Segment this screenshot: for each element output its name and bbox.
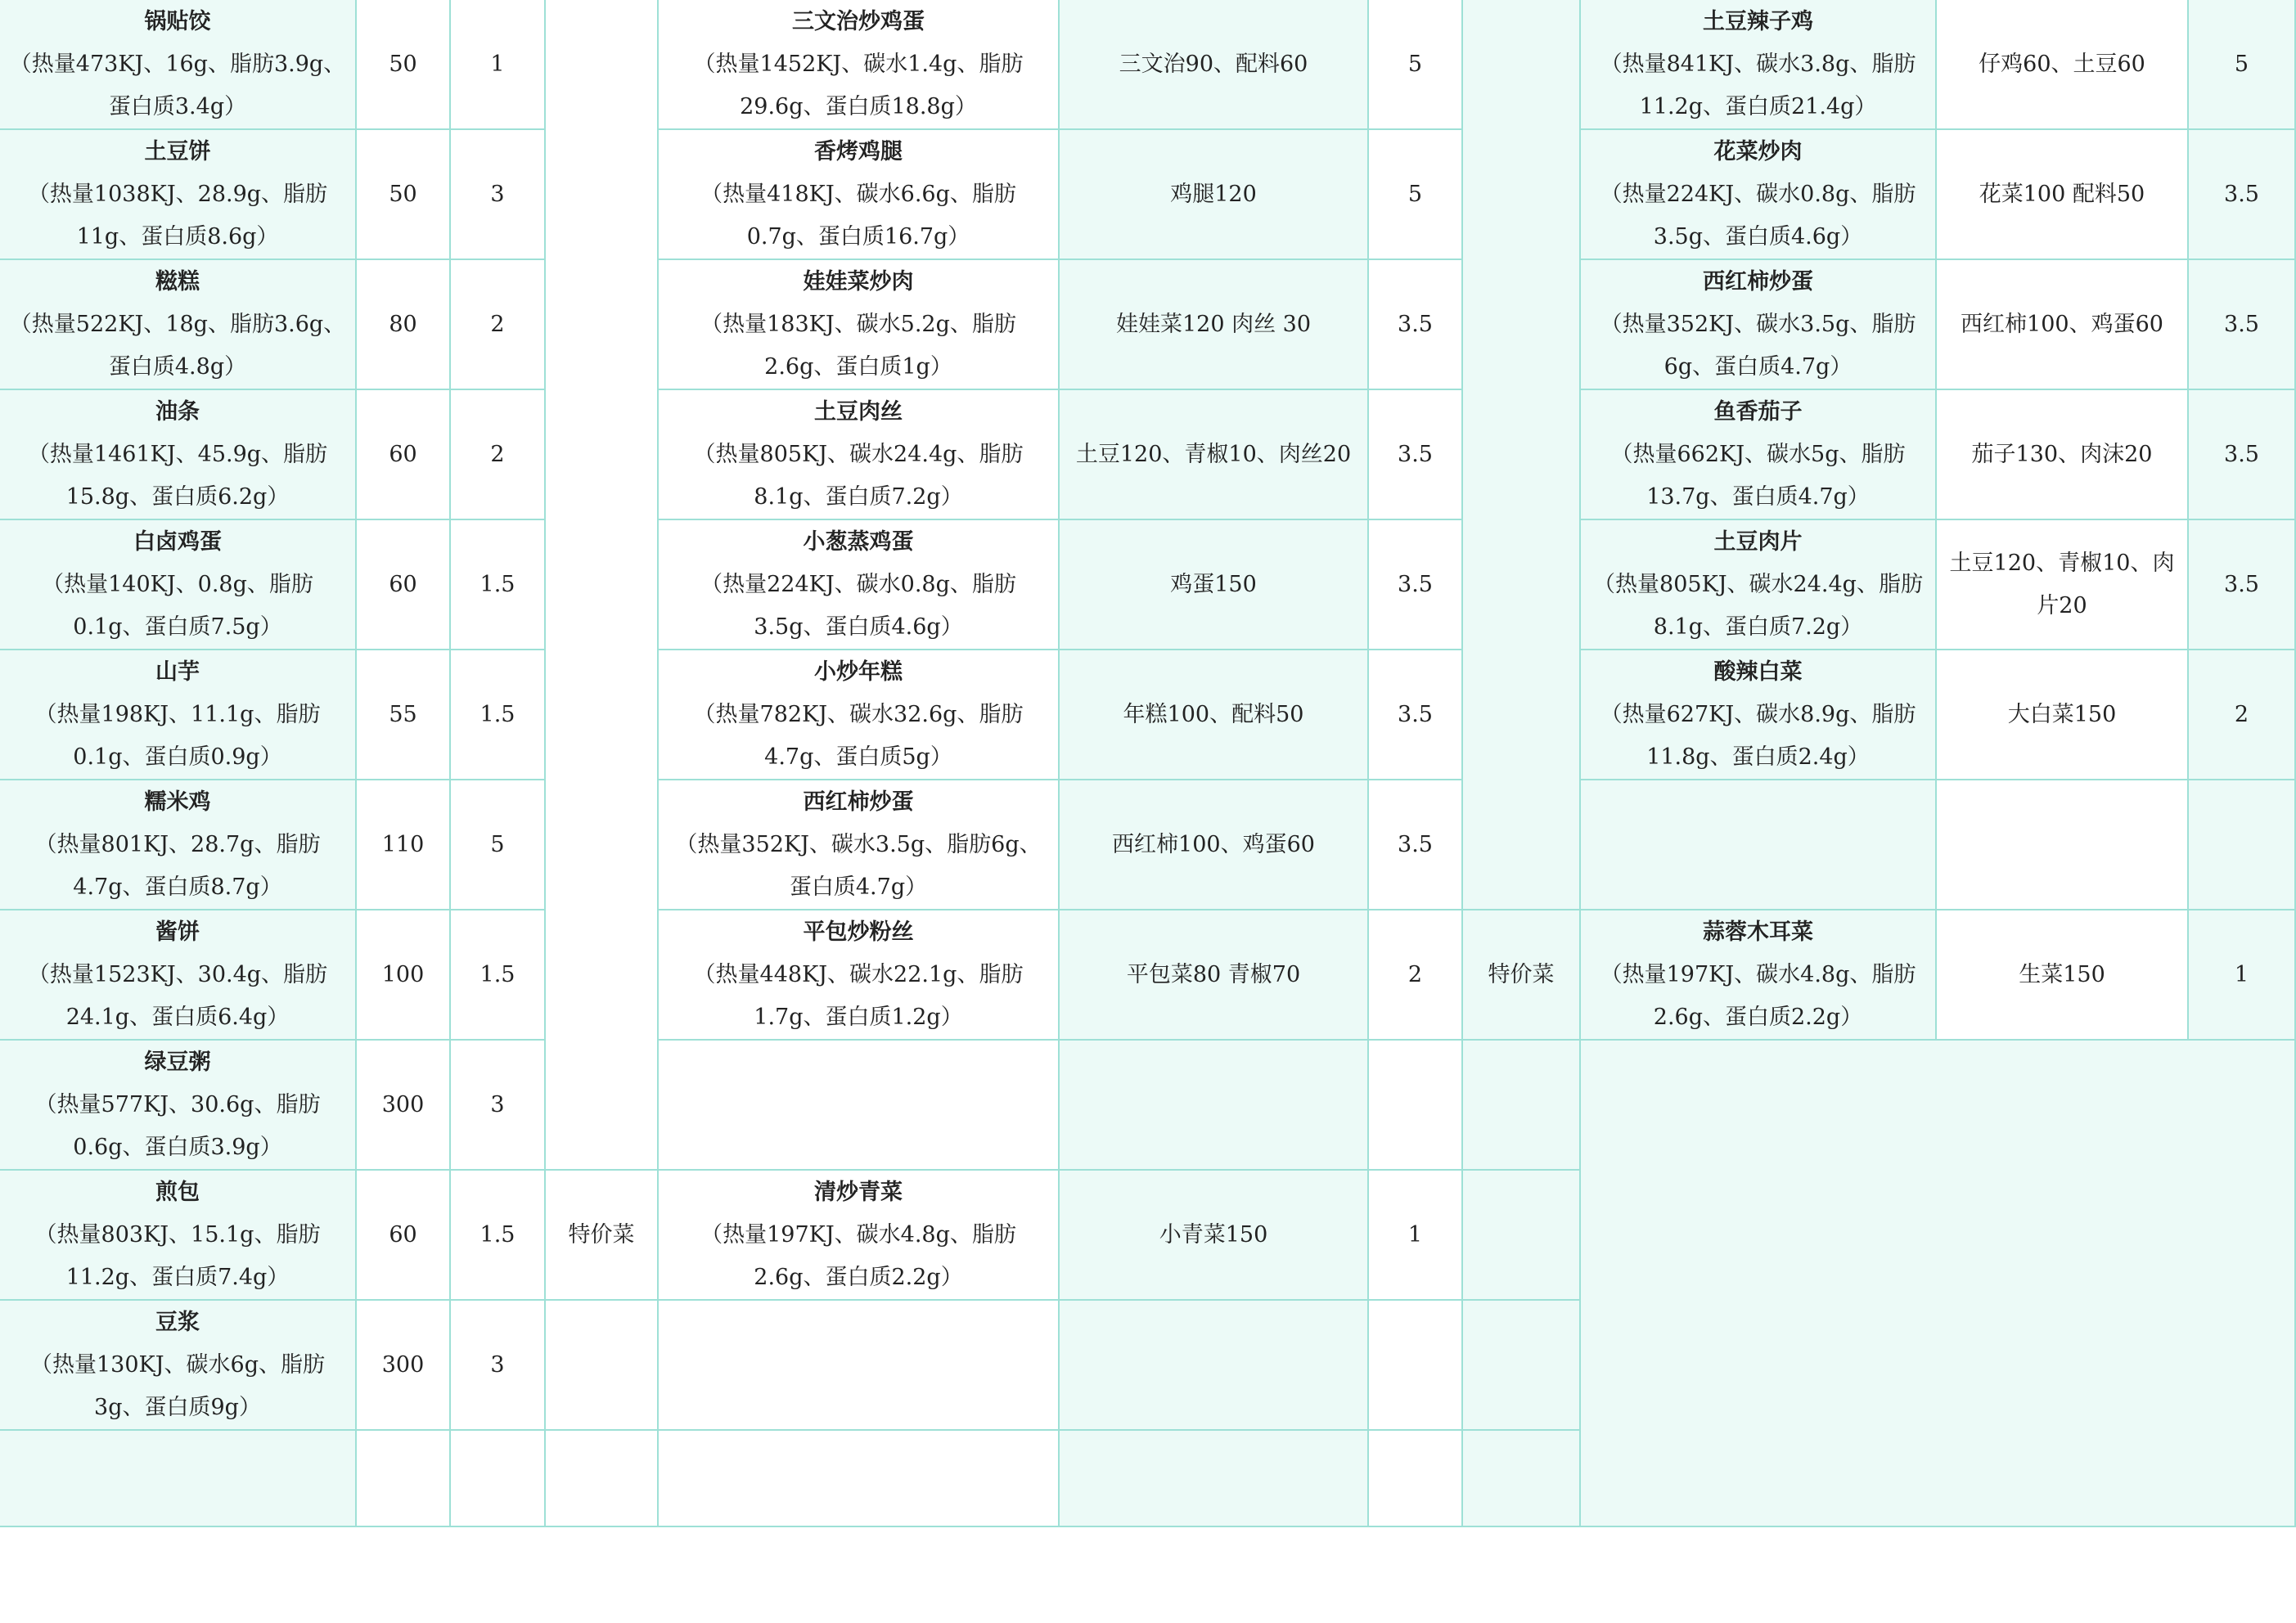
- dish-name: 土豆肉丝: [814, 398, 903, 425]
- empty-cell: [1463, 1431, 1581, 1527]
- dish-nutrition: （热量805KJ、碳水24.4g、脂肪8.1g、蛋白质7.2g）: [1593, 571, 1923, 640]
- price-cell: 1: [451, 0, 546, 130]
- ingredients-cell: 平包菜80 青椒70: [1060, 910, 1369, 1041]
- price-cell: 3.5: [1369, 260, 1463, 390]
- dish-name: 平包炒粉丝: [803, 919, 914, 945]
- dish-info: [665, 131, 1051, 259]
- dish-cell: [0, 780, 357, 910]
- dish-info: [665, 651, 1051, 779]
- dish-nutrition: （热量130KJ、碳水6g、脂肪3g、蛋白质9g）: [30, 1351, 325, 1420]
- dish-info: [7, 521, 349, 649]
- weight-cell: 50: [357, 130, 451, 260]
- dish-nutrition: （热量1038KJ、28.9g、脂肪11g、蛋白质8.6g）: [27, 181, 328, 250]
- dish-nutrition: （热量140KJ、0.8g、脂肪0.1g、蛋白质7.5g）: [42, 571, 313, 640]
- dish-name: 糯米鸡: [144, 789, 211, 815]
- dish-name: 煎包: [155, 1179, 200, 1205]
- weight-cell: 55: [357, 650, 451, 780]
- weight-cell: 300: [357, 1301, 451, 1431]
- dish-info: [665, 911, 1051, 1039]
- dish-cell: [659, 1171, 1060, 1301]
- empty-cell: [1060, 1041, 1369, 1171]
- dish-info: [665, 521, 1051, 649]
- price-cell: 5: [1369, 130, 1463, 260]
- dish-cell: [1581, 650, 1937, 780]
- dish-nutrition: （热量1452KJ、碳水1.4g、脂肪29.6g、蛋白质18.8g）: [693, 51, 1024, 119]
- empty-cell: [1369, 1041, 1463, 1171]
- dish-info: [7, 1171, 349, 1299]
- empty-cell: [451, 1431, 546, 1527]
- dish-cell: [659, 260, 1060, 390]
- dish-nutrition: （热量448KJ、碳水22.1g、脂肪1.7g、蛋白质1.2g）: [693, 961, 1024, 1030]
- price-cell: 3: [451, 1041, 546, 1171]
- dish-cell: [659, 520, 1060, 650]
- ingredients-cell: 年糕100、配料50: [1060, 650, 1369, 780]
- empty-cell: [1463, 1171, 1581, 1301]
- ingredients-cell: 仔鸡60、土豆60: [1937, 0, 2189, 130]
- empty-cell: [659, 1301, 1060, 1431]
- price-cell: 3.5: [2189, 260, 2296, 390]
- dish-name: 糍糕: [155, 268, 200, 294]
- dish-info: [665, 1, 1051, 128]
- weight-cell: 100: [357, 910, 451, 1041]
- dish-nutrition: （热量577KJ、30.6g、脂肪0.6g、蛋白质3.9g）: [34, 1091, 321, 1160]
- dish-name: 酸辣白菜: [1713, 659, 1803, 685]
- dish-name: 三文治炒鸡蛋: [792, 8, 925, 34]
- price-cell: 1.5: [451, 520, 546, 650]
- dish-cell: [0, 0, 357, 130]
- dish-cell: [659, 0, 1060, 130]
- ingredients-cell: 鸡腿120: [1060, 130, 1369, 260]
- price-cell: 5: [1369, 0, 1463, 130]
- dish-nutrition: （热量1461KJ、45.9g、脂肪15.8g、蛋白质6.2g）: [27, 441, 328, 510]
- dish-cell: [0, 1041, 357, 1171]
- dish-cell: [0, 650, 357, 780]
- weight-cell: 60: [357, 1171, 451, 1301]
- price-cell: 2: [451, 260, 546, 390]
- dish-name: 蒜蓉木耳菜: [1703, 919, 1813, 945]
- dish-nutrition: （热量197KJ、碳水4.8g、脂肪2.6g、蛋白质2.2g）: [1600, 961, 1916, 1030]
- dish-nutrition: （热量841KJ、碳水3.8g、脂肪11.2g、蛋白质21.4g）: [1600, 51, 1916, 119]
- dish-info: [665, 1171, 1051, 1299]
- empty-cell: [2189, 780, 2296, 910]
- dish-cell: [659, 780, 1060, 910]
- dish-info: [1587, 1, 1929, 128]
- dish-name: 娃娃菜炒肉: [803, 268, 914, 294]
- price-cell: 3: [451, 130, 546, 260]
- dish-cell: [0, 130, 357, 260]
- empty-cell: [1060, 1301, 1369, 1431]
- dish-nutrition: （热量198KJ、11.1g、脂肪0.1g、蛋白质0.9g）: [34, 701, 321, 770]
- ingredients-cell: 鸡蛋150: [1060, 520, 1369, 650]
- dish-name: 花菜炒肉: [1713, 138, 1803, 164]
- dish-cell: [1581, 130, 1937, 260]
- dish-name: 土豆饼: [144, 138, 211, 164]
- weight-cell: 60: [357, 390, 451, 520]
- dish-name: 小葱蒸鸡蛋: [803, 528, 914, 555]
- price-cell: 3.5: [1369, 390, 1463, 520]
- dinner-category-cell: [1463, 0, 1581, 910]
- dish-nutrition: （热量224KJ、碳水0.8g、脂肪3.5g、蛋白质4.6g）: [700, 571, 1016, 640]
- price-cell: 2: [2189, 650, 2296, 780]
- price-cell: 3.5: [2189, 130, 2296, 260]
- dish-name: 山芋: [155, 659, 200, 685]
- price-cell: 1.5: [451, 910, 546, 1041]
- dish-name: 土豆肉片: [1713, 528, 1803, 555]
- dish-nutrition: （热量662KJ、碳水5g、脂肪13.7g、蛋白质4.7g）: [1610, 441, 1906, 510]
- dish-name: 清炒青菜: [814, 1179, 903, 1205]
- ingredients-cell: 三文治90、配料60: [1060, 0, 1369, 130]
- dish-name: 西红柿炒蛋: [1703, 268, 1813, 294]
- empty-cell: [1060, 1431, 1369, 1527]
- price-cell: 1: [1369, 1171, 1463, 1301]
- dish-cell: [0, 910, 357, 1041]
- dish-cell: [1581, 520, 1937, 650]
- dish-info: [665, 781, 1051, 909]
- dish-cell: [0, 1171, 357, 1301]
- dish-info: [7, 651, 349, 779]
- dish-nutrition: （热量183KJ、碳水5.2g、脂肪2.6g、蛋白质1g）: [700, 311, 1016, 380]
- price-cell: 3.5: [2189, 390, 2296, 520]
- empty-cell: [1463, 1041, 1581, 1171]
- dish-cell: [659, 130, 1060, 260]
- lunch-special-label: 特价菜: [546, 1171, 659, 1301]
- dish-info: [1587, 911, 1929, 1039]
- dish-nutrition: （热量197KJ、碳水4.8g、脂肪2.6g、蛋白质2.2g）: [700, 1221, 1016, 1290]
- empty-cell: [1937, 780, 2189, 910]
- weight-cell: 80: [357, 260, 451, 390]
- price-cell: 5: [451, 780, 546, 910]
- ingredients-cell: 花菜100 配料50: [1937, 130, 2189, 260]
- dish-nutrition: （热量782KJ、碳水32.6g、脂肪4.7g、蛋白质5g）: [693, 701, 1024, 770]
- dish-nutrition: （热量352KJ、碳水3.5g、脂肪6g、蛋白质4.7g）: [675, 831, 1042, 900]
- empty-cell: [1369, 1431, 1463, 1527]
- dish-info: [7, 1041, 349, 1169]
- price-cell: 2: [451, 390, 546, 520]
- ingredients-cell: 土豆120、青椒10、肉丝20: [1060, 390, 1369, 520]
- price-cell: 3.5: [1369, 780, 1463, 910]
- lunch-category-cell: [546, 0, 659, 1171]
- dish-nutrition: （热量473KJ、16g、脂肪3.9g、蛋白质3.4g）: [9, 51, 346, 119]
- weight-cell: 300: [357, 1041, 451, 1171]
- ingredients-cell: 茄子130、肉沫20: [1937, 390, 2189, 520]
- dish-nutrition: （热量224KJ、碳水0.8g、脂肪3.5g、蛋白质4.6g）: [1600, 181, 1916, 250]
- price-cell: 1.5: [451, 1171, 546, 1301]
- dish-name: 小炒年糕: [814, 659, 903, 685]
- dish-nutrition: （热量801KJ、28.7g、脂肪4.7g、蛋白质8.7g）: [34, 831, 321, 900]
- empty-cell: [546, 1431, 659, 1527]
- price-cell: 3: [451, 1301, 546, 1431]
- weight-cell: 110: [357, 780, 451, 910]
- dish-name: 西红柿炒蛋: [803, 789, 914, 815]
- weight-cell: 50: [357, 0, 451, 130]
- price-cell: 3.5: [1369, 520, 1463, 650]
- price-cell: 5: [2189, 0, 2296, 130]
- empty-cell: [546, 1301, 659, 1431]
- dish-cell: [659, 910, 1060, 1041]
- dish-cell: [0, 520, 357, 650]
- dish-name: 油条: [155, 398, 200, 425]
- ingredients-cell: 西红柿100、鸡蛋60: [1937, 260, 2189, 390]
- dish-cell: [1581, 260, 1937, 390]
- dish-name: 豆浆: [155, 1309, 200, 1335]
- empty-cell: [659, 1431, 1060, 1527]
- dish-info: [1587, 391, 1929, 519]
- dish-info: [1587, 261, 1929, 389]
- price-cell: 3.5: [1369, 650, 1463, 780]
- dish-info: [7, 911, 349, 1039]
- dish-name: 锅贴饺: [144, 8, 211, 34]
- dish-nutrition: （热量805KJ、碳水24.4g、脂肪8.1g、蛋白质7.2g）: [693, 441, 1024, 510]
- dish-info: [7, 391, 349, 519]
- dish-info: [665, 391, 1051, 519]
- ingredients-cell: 土豆120、青椒10、肉片20: [1937, 520, 2189, 650]
- empty-cell: [1463, 1301, 1581, 1431]
- dish-info: [7, 1302, 349, 1429]
- dish-info: [7, 261, 349, 389]
- dish-cell: [1581, 390, 1937, 520]
- empty-cell: [659, 1041, 1060, 1171]
- dish-name: 白卤鸡蛋: [133, 528, 222, 555]
- dish-name: 酱饼: [155, 919, 200, 945]
- price-cell: 2: [1369, 910, 1463, 1041]
- dish-info: [7, 781, 349, 909]
- dish-nutrition: （热量1523KJ、30.4g、脂肪24.1g、蛋白质6.4g）: [27, 961, 328, 1030]
- dish-name: 绿豆粥: [144, 1049, 211, 1075]
- dish-name: 鱼香茄子: [1713, 398, 1803, 425]
- dish-cell: [659, 390, 1060, 520]
- dish-name: 香烤鸡腿: [814, 138, 903, 164]
- ingredients-cell: 生菜150: [1937, 910, 2189, 1041]
- price-cell: 1: [2189, 910, 2296, 1041]
- dish-cell: [0, 390, 357, 520]
- dinner-special-label: 特价菜: [1463, 910, 1581, 1041]
- dish-info: [7, 1, 349, 128]
- dish-nutrition: （热量418KJ、碳水6.6g、脂肪0.7g、蛋白质16.7g）: [700, 181, 1016, 250]
- dish-info: [1587, 521, 1929, 649]
- weight-cell: 60: [357, 520, 451, 650]
- dish-nutrition: （热量522KJ、18g、脂肪3.6g、蛋白质4.8g）: [9, 311, 346, 380]
- ingredients-cell: 娃娃菜120 肉丝 30: [1060, 260, 1369, 390]
- price-cell: 3.5: [2189, 520, 2296, 650]
- dish-cell: [0, 260, 357, 390]
- dish-nutrition: （热量803KJ、15.1g、脂肪11.2g、蛋白质7.4g）: [34, 1221, 321, 1290]
- dish-nutrition: （热量352KJ、碳水3.5g、脂肪6g、蛋白质4.7g）: [1600, 311, 1916, 380]
- dish-info: [665, 261, 1051, 389]
- dish-info: [7, 131, 349, 259]
- dish-cell: [659, 650, 1060, 780]
- empty-cell: [0, 1431, 357, 1527]
- dish-info: [1587, 131, 1929, 259]
- dish-info: [1587, 651, 1929, 779]
- empty-cell: [1369, 1301, 1463, 1431]
- empty-cell: [357, 1431, 451, 1527]
- ingredients-cell: 大白菜150: [1937, 650, 2189, 780]
- empty-cell: [1581, 780, 1937, 910]
- dish-name: 土豆辣子鸡: [1703, 8, 1813, 34]
- empty-block: [1581, 1041, 2296, 1527]
- dish-cell: [1581, 0, 1937, 130]
- dish-nutrition: （热量627KJ、碳水8.9g、脂肪11.8g、蛋白质2.4g）: [1600, 701, 1916, 770]
- ingredients-cell: 小青菜150: [1060, 1171, 1369, 1301]
- dish-cell: [0, 1301, 357, 1431]
- dish-cell: [1581, 910, 1937, 1041]
- price-cell: 1.5: [451, 650, 546, 780]
- ingredients-cell: 西红柿100、鸡蛋60: [1060, 780, 1369, 910]
